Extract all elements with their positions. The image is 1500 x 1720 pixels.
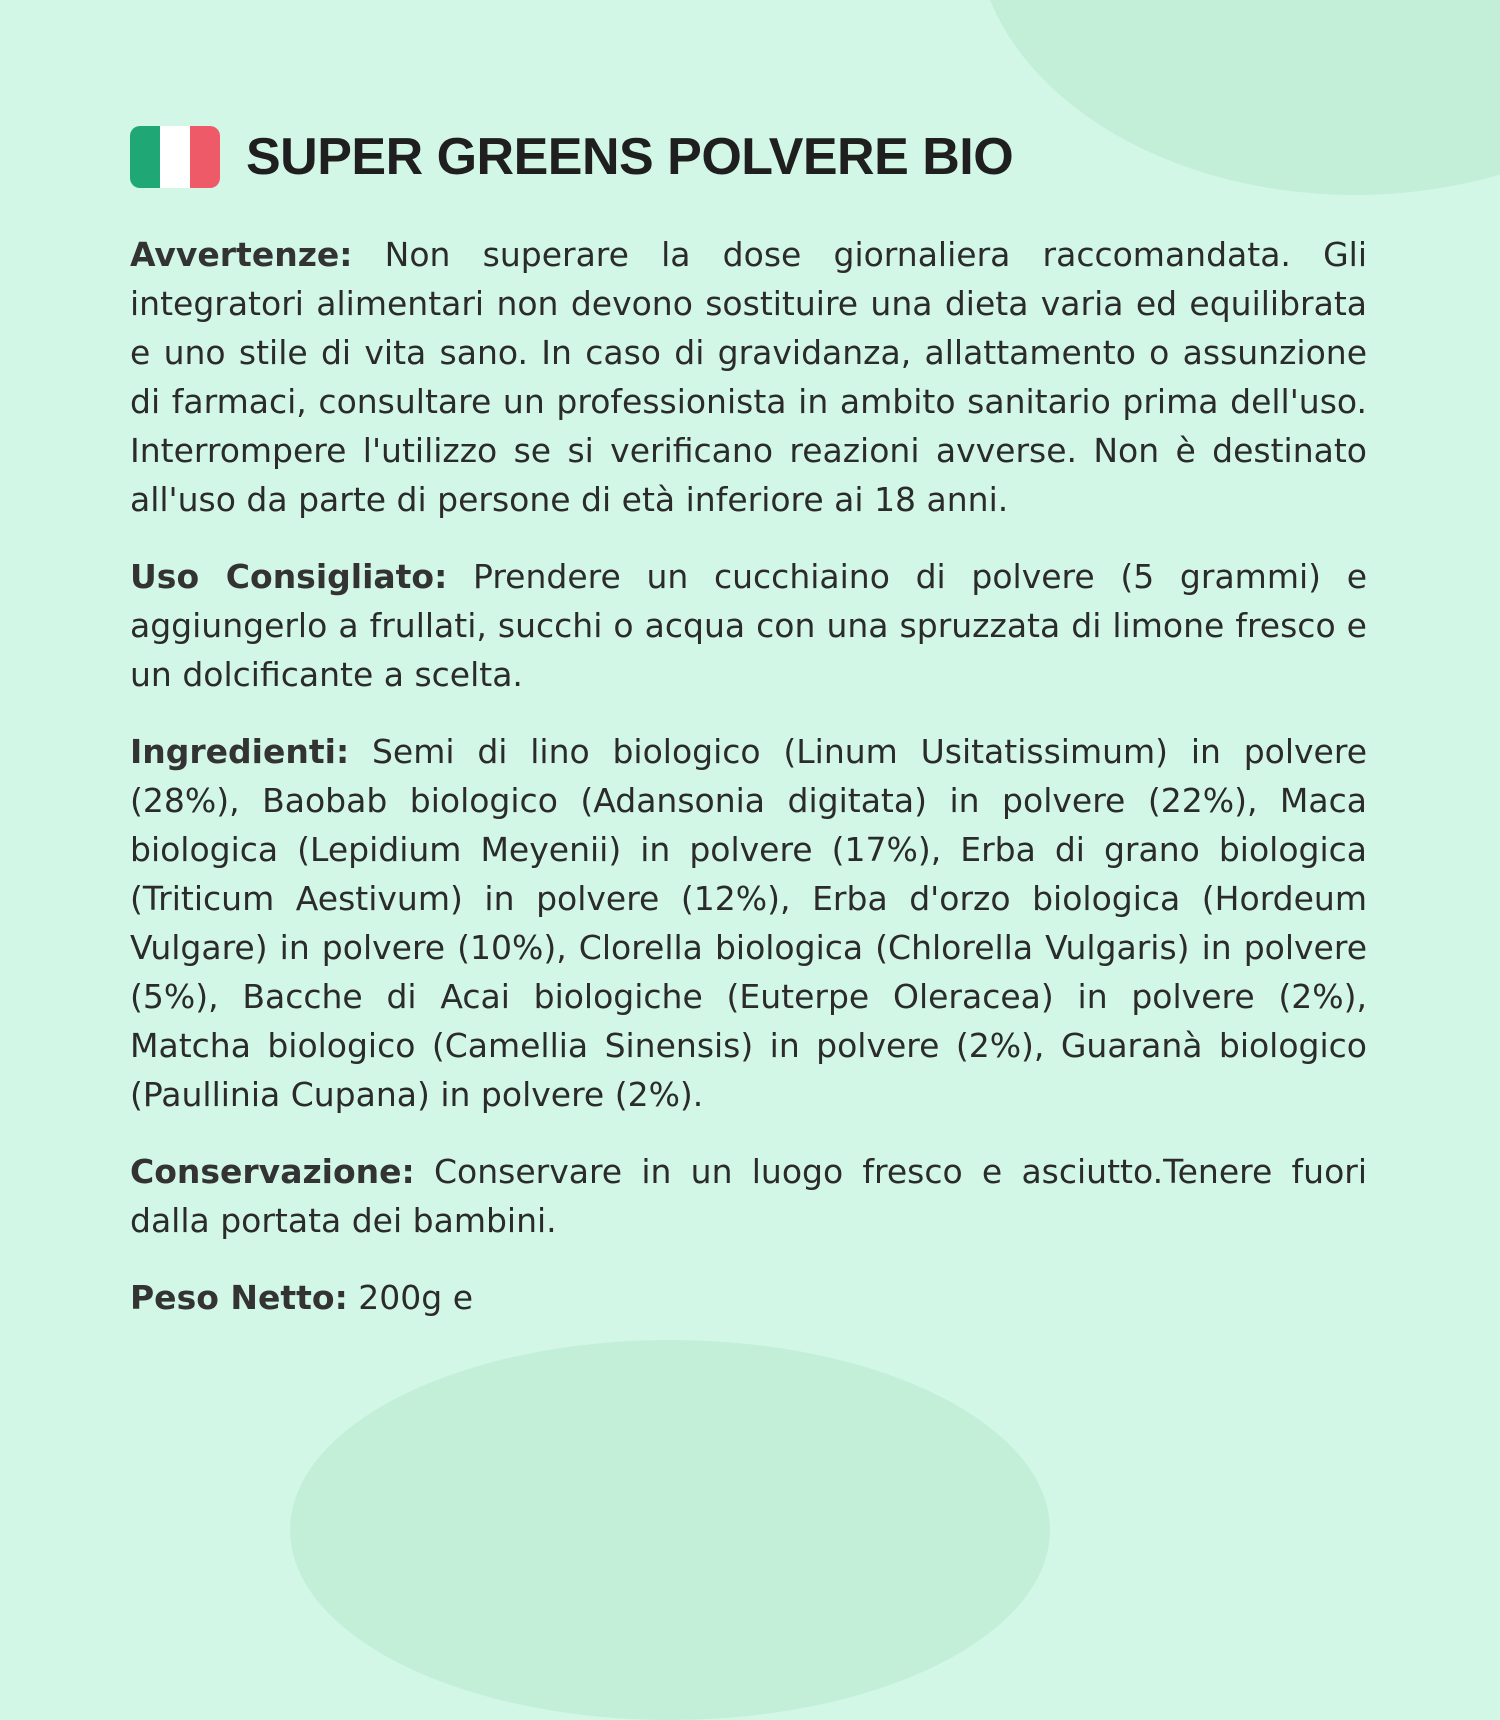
product-label-panel: [130, 124, 1367, 1350]
usage-text: Prendere un cucchiaino di polvere (5 grammi) e aggiungerlo a frullati, succhi o acqua con una spruzzata di limone fresco e un dolcificante a scelta.: [130, 557, 1367, 694]
italy-flag-icon: [130, 126, 220, 188]
storage-section: [130, 1147, 1367, 1245]
net-weight-label: Peso Netto:: [130, 1278, 348, 1317]
title-row: [130, 124, 1367, 190]
decorative-blob-bottom: [290, 1340, 1050, 1720]
net-weight-text: 200g e: [358, 1278, 474, 1317]
storage-label: Conservazione:: [130, 1152, 415, 1191]
ingredients-text: Semi di lino biologico (Linum Usitatissimum) in polvere (28%), Baobab biologico (Adansonia digitata) in polvere (22%), Maca biologica (Lepidium Meyenii) in polvere (17%), Erba di grano biologica (Triticum Aestivum) in polvere (12%), Erba d'orzo biologica (Hordeum Vulgare) in polvere (10%), Clorella biologica (Chlorella Vulgaris) in polvere (5%), Bacche di Acai biologiche (Euterpe Oleracea) in polvere (2%), Matcha biologico (Camellia Sinensis) in polvere (2%), Guaranà biologico (Paullinia Cupana) in polvere (2%).: [130, 732, 1367, 1114]
flag-stripe-red: [190, 126, 220, 188]
flag-stripe-white: [160, 126, 190, 188]
flag-stripe-green: [130, 126, 160, 188]
warnings-text: Non superare la dose giornaliera raccomandata. Gli integratori alimentari non devono sostituire una dieta varia ed equilibrata e uno stile di vita sano. In caso di gravidanza, allattamento o assunzione di farmaci, consultare un professionista in ambito sanitario prima dell'uso. Interrompere l'utilizzo se si verificano reazioni avverse. Non è destinato all'uso da parte di persone di età inferiore ai 18 anni.: [130, 235, 1367, 519]
storage-text: Conservare in un luogo fresco e asciutto.Tenere fuori dalla portata dei bambini.: [130, 1152, 1367, 1240]
warnings-label: Avvertenze:: [130, 235, 353, 274]
ingredients-label: Ingredienti:: [130, 732, 350, 771]
usage-section: [130, 552, 1367, 699]
usage-label: Uso Consigliato:: [130, 557, 448, 596]
ingredients-section: [130, 727, 1367, 1119]
net-weight-section: [130, 1273, 1367, 1322]
product-title: SUPER GREENS POLVERE BIO: [246, 128, 1014, 186]
warnings-section: [130, 230, 1367, 524]
